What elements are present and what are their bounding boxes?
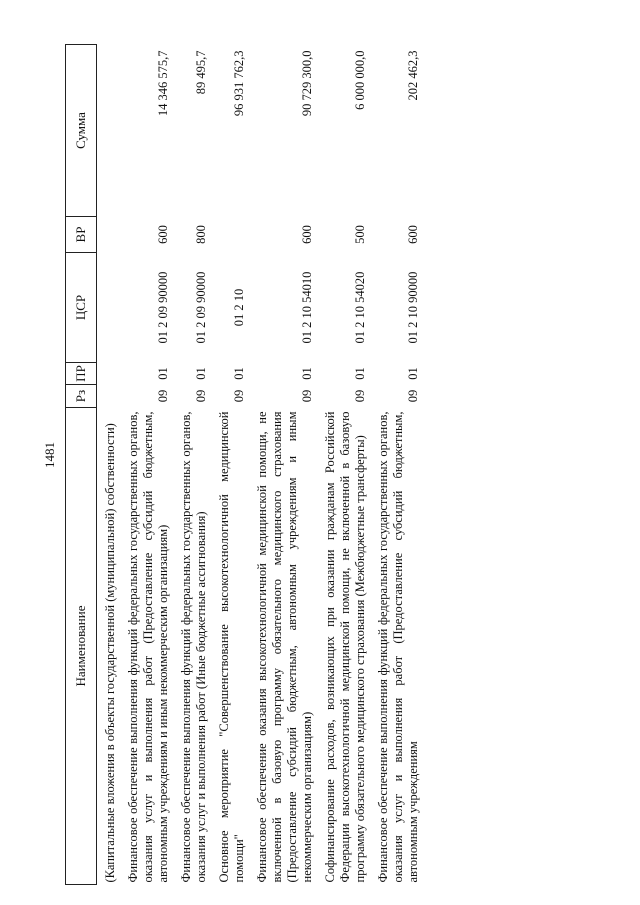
table-header-row [66,45,97,885]
row-rz: 09 [300,389,314,403]
row-csr: 01 2 10 54020 [353,271,367,344]
row-name: Основное мероприятие "Совершенствование высокотехнологичной медицинской помощи" [217,411,246,883]
row-pr: 01 [300,367,314,380]
row-rz [97,385,121,408]
row-pr [97,363,121,385]
header-vr: ВР [66,217,97,253]
header-sum: Сумма [66,45,97,217]
table-row [173,45,211,885]
table-row [120,45,173,885]
header-rz: Рз [66,385,97,408]
header-csr: ЦСР [66,253,97,363]
row-vr [211,217,249,253]
row-name: Финансовое обеспечение оказания высокотехнологичной медицинской помощи, не включенной в базовую программу обязательного медицинского страхования (Предоставление субсидий бюджетным, автономным учреждениям и иным некоммерческим организациям) [255,411,314,883]
row-rz: 09 [156,389,170,403]
table-row [317,45,370,885]
rotated-page [65,25,605,885]
row-csr [97,253,121,363]
row-pr: 01 [353,367,367,380]
row-csr: 01 2 09 90000 [156,271,170,344]
row-name: Финансовое обеспечение выполнения функций федеральных государственных органов, оказания услуг и выполнения работ (Предоставление субсидий бюджетным, автономным учреждениям и иным некоммерческим организациям) [126,411,170,883]
row-name: Финансовое обеспечение выполнения функций федеральных государственных органов, оказания услуг и выполнения работ (Предоставление субсидий бюджетным, автономным учреждениям [376,411,420,883]
row-csr: 01 2 10 54010 [300,271,314,344]
row-vr: 500 [353,225,367,244]
row-csr: 01 2 09 90000 [194,271,208,344]
row-rz: 09 [353,389,367,403]
header-name: Наименование [66,408,97,885]
row-rz: 09 [406,389,420,403]
row-sum: 89 495,7 [194,50,208,95]
row-vr: 600 [300,225,314,244]
row-pr: 01 [156,367,170,380]
row-rz: 09 [194,389,208,403]
row-pr: 01 [406,367,420,380]
table-row [211,45,249,885]
row-vr: 600 [156,225,170,244]
row-sum: 202 462,3 [406,50,420,101]
row-rz: 09 [232,389,246,403]
row-sum: 96 931 762,3 [232,50,246,117]
row-csr: 01 2 10 90000 [406,271,420,344]
row-sum: 14 346 575,7 [156,50,170,117]
row-name: Финансовое обеспечение выполнения функций федеральных государственных органов, оказания услуг и выполнения работ (Иные бюджетные ассигнования) [179,411,208,883]
row-vr [97,217,121,253]
row-pr: 01 [232,367,246,380]
row-sum [97,45,121,217]
row-sum: 90 729 300,0 [300,50,314,117]
table-row [97,45,121,885]
budget-table [65,44,423,885]
row-vr: 600 [406,225,420,244]
row-name: Софинансирование расходов, возникающих при оказании гражданам Российской Федерации высокотехнологичной медицинской помощи, не включенной в базовую программу обязательного медицинского страхования (Межбюджетные трансферты) [323,411,367,883]
table-row [370,45,423,885]
row-pr: 01 [194,367,208,380]
page-number: 1481 [42,442,57,468]
row-sum: 6 000 000,0 [353,50,367,110]
row-vr: 800 [194,225,208,244]
row-name: (Капитальные вложения в объекты государственной (муниципальной) собственности) [103,423,117,883]
table-row [249,45,317,885]
row-csr: 01 2 10 [232,288,246,327]
header-pr: ПР [66,363,97,385]
